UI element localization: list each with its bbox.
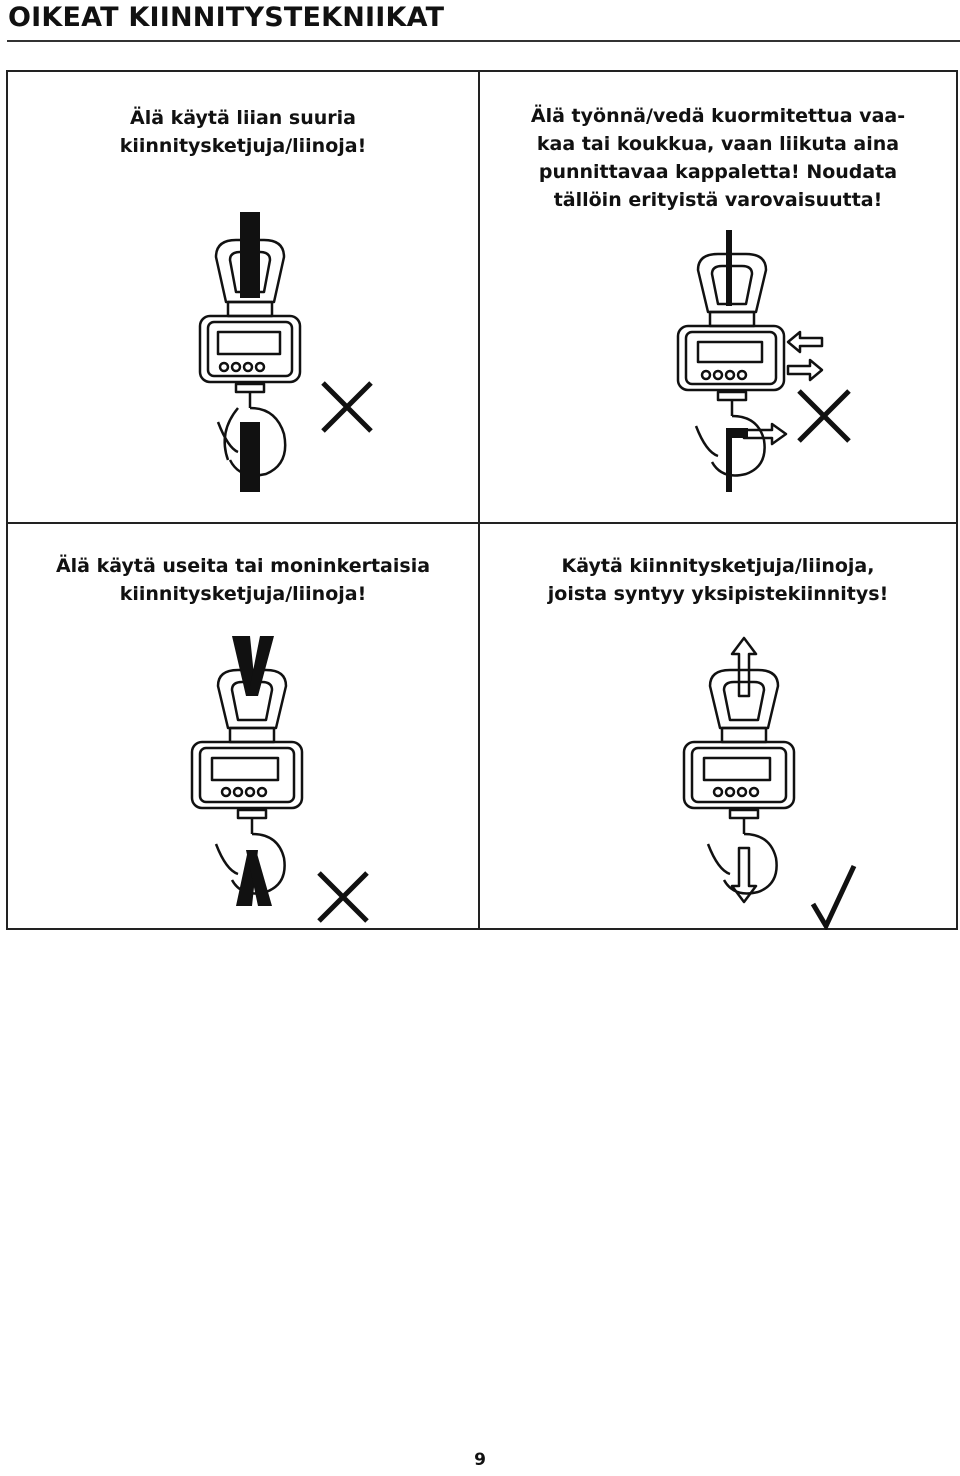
crane-scale-illustration: [178, 212, 468, 492]
crane-scale-illustration: [660, 230, 860, 492]
caption-line: tällöin erityistä varovaisuutta!: [553, 189, 883, 211]
page-number: 9: [474, 1450, 486, 1470]
panel-caption: [8, 104, 478, 160]
crane-scale-illustration: [180, 636, 330, 906]
caption-line: punnittavaa kappaletta! Noudata: [538, 161, 898, 183]
caption-line: Älä käytä useita tai moninkertaisia: [55, 555, 431, 577]
panel-no-push-pull: [480, 72, 956, 522]
title-rule: [7, 40, 960, 42]
cross-icon: [316, 870, 370, 924]
cross-icon: [796, 388, 852, 444]
panel-caption: [8, 552, 478, 608]
caption-line: kiinnitysketjuja/liinoja!: [119, 583, 367, 605]
panel-multiple-slings: [8, 524, 478, 928]
page-title: OIKEAT KIINNITYSTEKNIIKAT: [8, 2, 445, 33]
caption-line: Älä käytä liian suuria: [130, 107, 356, 129]
panel-caption: [480, 102, 956, 214]
crane-scale-illustration: [672, 636, 822, 904]
instruction-grid: [6, 70, 958, 930]
caption-line: Käytä kiinnitysketjuja/liinoja,: [561, 555, 875, 577]
caption-line: kiinnitysketjuja/liinoja!: [119, 135, 367, 157]
panel-single-point: [480, 524, 956, 928]
caption-line: kaa tai koukkua, vaan liikuta aina: [536, 133, 900, 155]
caption-line: Älä työnnä/vedä kuormitettua vaa-: [530, 105, 906, 127]
check-icon: [810, 862, 858, 930]
caption-line: joista syntyy yksipistekiinnitys!: [547, 583, 889, 605]
panel-caption: [480, 552, 956, 608]
cross-icon: [320, 380, 374, 434]
panel-oversized-sling: [8, 72, 478, 522]
